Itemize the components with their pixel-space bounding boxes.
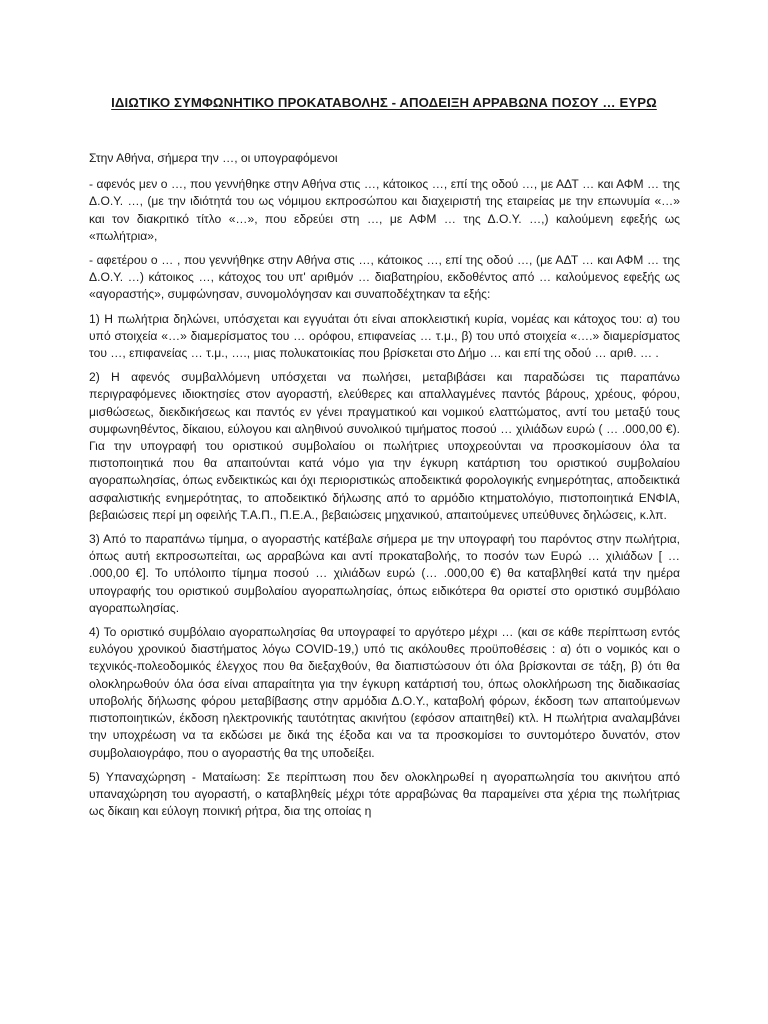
clause-5-paragraph: 5) Υπαναχώρηση - Ματαίωση: Σε περίπτωση που δεν ολοκληρωθεί η αγοραπωλησία του ακινήτου από υπαναχώρηση του αγοραστή, ο καταβληθείς μέχρι τότε αρραβώνας θα παραμείνει στα χέρια της πωλήτριας ως δίκαιη και εύλογη ποινική ρήτρα, δια της οποίας η [89,769,680,819]
clause-1-paragraph: 1) Η πωλήτρια δηλώνει, υπόσχεται και εγγυάται ότι είναι αποκλειστική κυρία, νομέας και κάτοχος του: α) του υπό στοιχεία «…» διαμερίσματος του … ορόφου, επιφανείας … τ.μ., β) του υπό στοιχεία «….» διαμερίσματος του …, επιφανείας … τ.μ., …., μιας πολυκατοικίας που βρίσκεται στο Δήμο … και επί της οδού … αριθ. … . [89,311,680,361]
document-title-text: ΙΔΙΩΤΙΚΟ ΣΥΜΦΩΝΗΤΙΚΟ ΠΡΟΚΑΤΑΒΟΛΗΣ - ΑΠΟΔΕΙΞΗ ΑΡΡΑΒΩΝΑ ΠΟΣΟΥ … ΕΥΡΩ [111,95,657,110]
document-body [89,150,680,827]
party-b-paragraph: - αφετέρου ο … , που γεννήθηκε στην Αθήνα στις …, κάτοικος …, επί της οδού …, (με ΑΔΤ … και ΑΦΜ … της Δ.Ο.Υ. …) κάτοικος …, κάτοχος του υπ' αριθμόν … διαβατηρίου, εκδοθέντος από … καλούμενος εφεξής ως «αγοραστής», συμφώνησαν, συνομολόγησαν και συναποδέχτηκαν τα εξής: [89,253,680,302]
party-a-paragraph: - αφενός μεν ο …, που γεννήθηκε στην Αθήνα στις …, κάτοικος …, επί της οδού …, με ΑΔΤ … και ΑΦΜ … της Δ.Ο.Υ. …, (με την ιδιότητά του ως νόμιμου εκπροσώπου και διαχειριστή της εταιρείας με την επωνυμία «…» και τον διακριτικό τίτλο «…», που εδρεύει στη …, με ΑΦΜ … της Δ.Ο.Υ. …,) καλούμενη εφεξής ως «πωλήτρια», [89,177,680,243]
clause-2-paragraph: 2) Η αφενός συμβαλλόμενη υπόσχεται να πωλήσει, μεταβιβάσει και παραδώσει τις παραπάνω περιγραφόμενες ιδιοκτησίες στον αγοραστή, ελεύθερες και απαλλαγμένες παντός βάρους, χρέους, φόρου, μισθώσεως, διεκδικήσεως και παντός εν γένει πραγματικού και νομικού ελαττώματος, αντί του μεταξύ τους συμφωνηθέντος, δίκαιου, εύλογου και αληθινού συνολικού τιμήματος ποσού … χιλιάδων ευρώ ( … .000,00 €). Για την υπογραφή του οριστικού συμβολαίου οι πωλήτριες υποχρεούνται να προσκομίσουν όλα τα πιστοποιητικά που θα απαιτούνται κατά νόμο για την έγκυρη κατάρτιση του οριστικού συμβολαίου αγοραπωλησίας, όπως ενδεικτικώς και όχι περιοριστικώς αποδεικτικά φορολογικής ενημερότητας, αποδεικτικά ασφαλιστικής ενημερότητας, το αποδεικτικό δήλωσης από το αρμόδιο κτηματολόγιο, πιστοποιητικά ΕΝΦΙΑ, βεβαιώσεις περί μη οφειλής Τ.Α.Π., Π.Ε.Α., βεβαιώσεις μηχανικού, απαιτούμενες υπεύθυνες δηλώσεις, κ.λπ. [89,370,680,522]
clause-4-paragraph: 4) Το οριστικό συμβόλαιο αγοραπωλησίας θα υπογραφεί το αργότερο μέχρι … (και σε κάθε περίπτωση εντός ευλόγου χρονικού διαστήματος λόγω COVID-19,) υπό τις ακόλουθες προϋποθέσεις : α) ότι ο νομικός και ο τεχνικός-πολεοδομικός έλεγχος που θα διεξαχθούν, θα διαπιστώσουν ότι όλα βρίσκονται σε τάξη, β) ότι θα ολοκληρωθούν όλα όσα είναι απαραίτητα για την έγκυρη κατάρτισή του, όπως ολοκλήρωση της διαδικασίας υποβολής δήλωσης φόρου μεταβίβασης στην αρμόδια Δ.Ο.Υ., καταβολή φόρων, έκδοση των απαιτούμενων πιστοποιητικών, έκδοση ηλεκτρονικής ταυτότητας ακινήτου (εφόσον απαιτηθεί) κτλ. Η πωλήτρια αναλαμβάνει την υποχρέωση να τα εκδώσει με δικά της έξοδα και να τα προσκομίσει το συντομότερο δυνατόν, στον συμβολαιογράφο, που ο αγοραστής θα της υποδείξει. [89,625,680,760]
clause-3-paragraph: 3) Από το παραπάνω τίμημα, ο αγοραστής κατέβαλε σήμερα με την υπογραφή του παρόντος στην πωλήτρια, όπως αυτή εκπροσωπείται, ως αρραβώνα και αντί προκαταβολής, το ποσόν των Ευρώ … χιλιάδων [ … .000,00 €]. Το υπόλοιπο τίμημα ποσού … χιλιάδων ευρώ (… .000,00 €) θα καταβληθεί κατά την ημέρα υπογραφής του οριστικού συμβολαίου αγοραπωλησίας, όπως ειδικότερα θα οριστεί στο οριστικό συμβόλαιο αγοραπωλησίας. [89,532,680,615]
document-title [0,95,768,111]
intro-paragraph: Στην Αθήνα, σήμερα την …, οι υπογραφόμενοι [89,151,338,165]
